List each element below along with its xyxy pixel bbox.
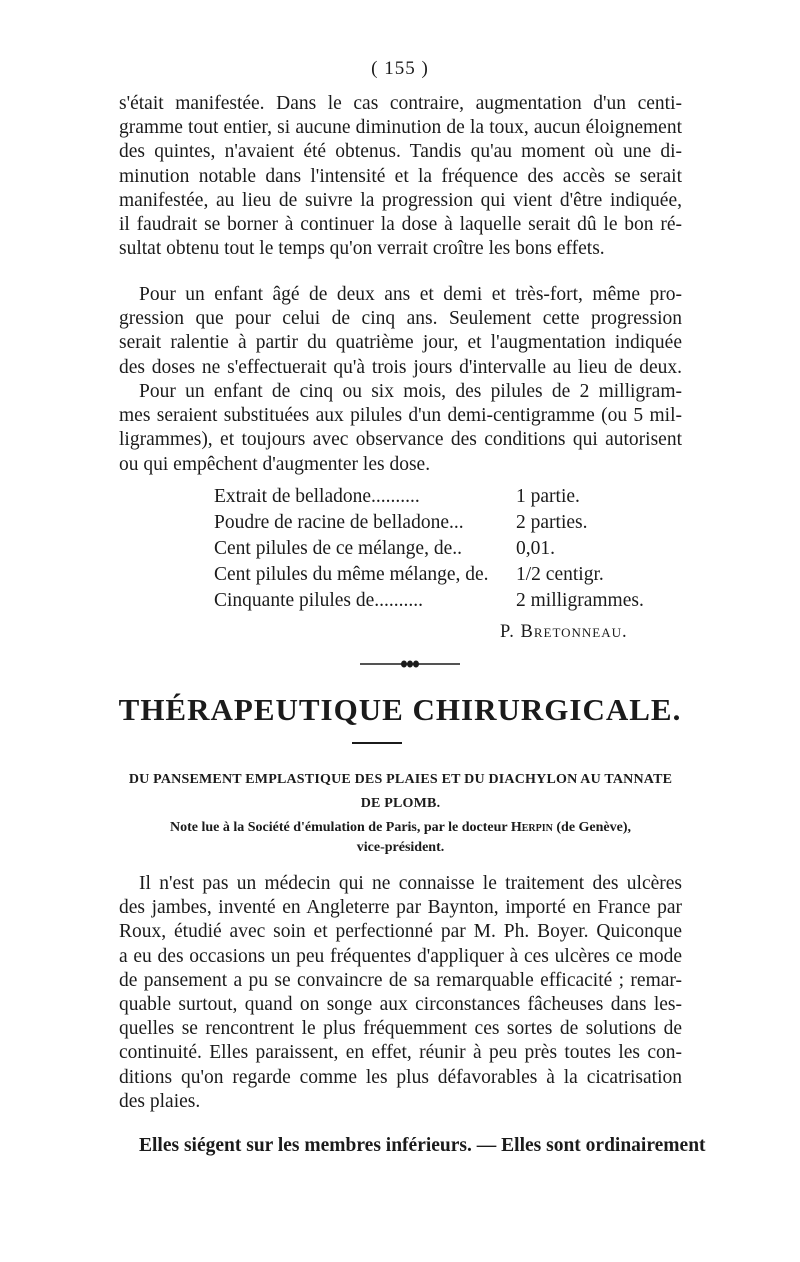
recipe-amount: 1/2 centigr.: [516, 564, 604, 585]
text-line: des doses ne s'effectuerait qu'à trois jours d'intervalle au lieu de deux.: [119, 356, 682, 378]
text-line: de pansement a pu se convaincre de sa remarquable efficacité ; remar-: [119, 969, 682, 991]
text-line: des quintes, n'avaient été obtenus. Tandis qu'au moment où une di-: [119, 141, 682, 163]
recipe-list: [214, 484, 654, 614]
recipe-ingredient: Cent pilules du même mélange, de.: [214, 564, 489, 585]
text-line: il faudrait se borner à continuer la dose à laquelle serait dû le bon ré-: [119, 214, 682, 236]
text-line: quable surtout, quand on songe aux circonstances fâcheuses dans les-: [119, 994, 682, 1016]
note-line-2: vice-président.: [356, 840, 445, 855]
text-line: quelles se rencontrent le plus fréquemment ces sortes de solutions de: [119, 1018, 682, 1040]
paragraph-4: [119, 872, 682, 1114]
paragraph-1: [119, 92, 682, 261]
article-title-line: DE PLOMB.: [360, 796, 441, 811]
recipe-amount: 0,01.: [516, 538, 555, 559]
text-line: s'était manifestée. Dans le cas contraire, augmentation d'un centi-: [119, 93, 682, 114]
recipe-row: [214, 562, 654, 588]
article-title-line: DU PANSEMENT EMPLASTIQUE DES PLAIES ET DU DIACHYLON AU TANNATE: [128, 772, 673, 787]
text-line: minution notable dans l'intensité et la fréquence des accès se serait: [119, 165, 682, 187]
text-line: Roux, étudié avec soin et perfectionné par M. Ph. Boyer. Quiconque: [119, 921, 682, 943]
paragraph-3: [119, 380, 682, 477]
text-line: Il n'est pas un médecin qui ne connaisse le traitement des ulcères: [139, 873, 682, 894]
note-suffix: (de Genève),: [556, 820, 632, 835]
text-line: gramme tout entier, si aucune diminution de la toux, aucun éloignement: [119, 117, 682, 139]
divider-rule: [352, 742, 402, 744]
paragraph-5: [119, 1134, 706, 1158]
text-line: manifestée, au lieu de suivre la progression qui vient d'être indiquée,: [119, 189, 682, 211]
recipe-row: [214, 536, 654, 562]
text-line: ligrammes), et toujours avec observance des conditions qui autorisent: [119, 429, 682, 451]
recipe-amount: 2 milligrammes.: [516, 590, 644, 611]
note-prefix: Note lue à la Société d'émulation de Paris, par le docteur: [169, 820, 508, 835]
text-line: des plaies.: [119, 1090, 201, 1112]
text-line: gression que pour celui de cinq ans. Seulement cette progression: [119, 308, 682, 330]
recipe-amount: 1 partie.: [516, 486, 580, 507]
recipe-ingredient: Extrait de belladone..........: [214, 486, 420, 507]
recipe-ingredient: Cent pilules de ce mélange, de..: [214, 538, 462, 559]
text-line: serait ralentie à partir du quatrième jour, et l'augmentation indiquée: [119, 332, 682, 354]
section-title: THÉRAPEUTIQUE CHIRURGICALE.: [118, 692, 682, 727]
text-line: des jambes, inventé en Angleterre par Baynton, importé en France par: [119, 897, 682, 919]
recipe-row: [214, 510, 654, 536]
recipe-amount: 2 parties.: [516, 512, 588, 533]
recipe-ingredient: Cinquante pilules de..........: [214, 590, 424, 611]
text-line: Elles siégent sur les membres inférieurs. — Elles sont ordinairement: [139, 1135, 706, 1156]
ornament-divider-icon: [360, 656, 460, 672]
text-line: Pour un enfant âgé de deux ans et demi et très-fort, même pro-: [139, 284, 682, 305]
text-line: continuité. Elles paraissent, en effet, réunir à peu près toutes les con-: [119, 1042, 682, 1064]
text-line: ditions qu'on regarde comme les plus défavorables à la cicatrisation: [119, 1066, 682, 1088]
text-line: a eu des occasions un peu fréquentes d'appliquer à ces ulcères ce mode: [119, 945, 682, 967]
note-line: [119, 818, 682, 838]
page-number: ( 155 ): [371, 58, 429, 79]
recipe-row: [214, 484, 654, 510]
text-line: Pour un enfant de cinq ou six mois, des pilules de 2 milligram-: [139, 381, 682, 402]
text-line: ou qui empêchent d'augmenter les dose.: [119, 453, 431, 475]
text-line: mes seraient substituées aux pilules d'un demi-centigramme (ou 5 mil-: [119, 405, 682, 427]
note-author: Herpin: [510, 820, 553, 835]
recipe-row: [214, 588, 654, 614]
article-note: [119, 818, 682, 858]
signature: P. Bretonneau.: [500, 622, 628, 642]
text-line: sultat obtenu tout le temps qu'on verrait croître les bons effets.: [119, 238, 605, 260]
paragraph-2: [119, 283, 682, 380]
article-title: [119, 768, 682, 816]
recipe-ingredient: Poudre de racine de belladone...: [214, 512, 464, 533]
